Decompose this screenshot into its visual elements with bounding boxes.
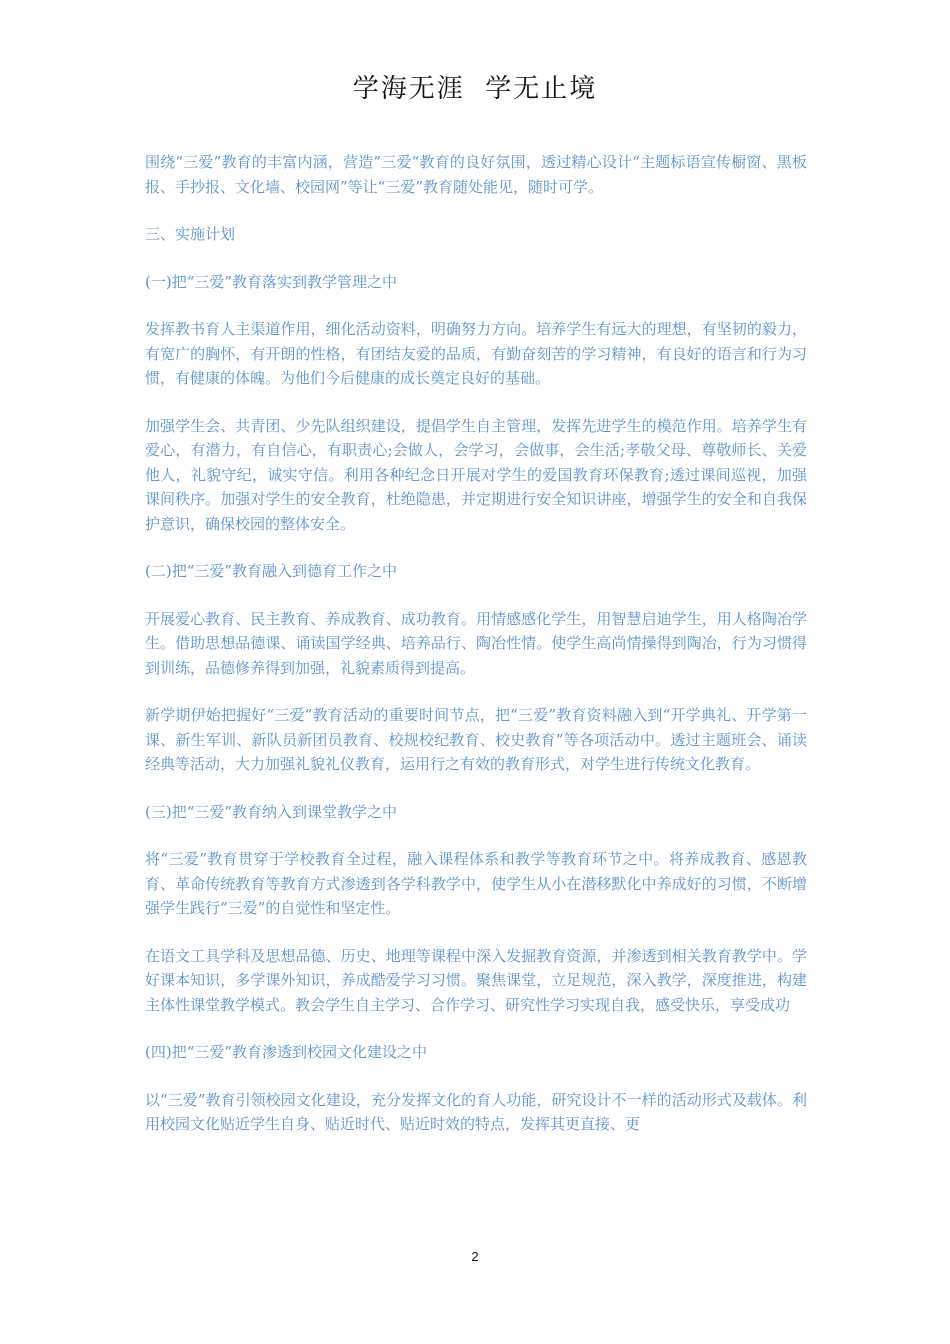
paragraph: 新学期伊始把握好“三爱”教育活动的重要时间节点，把“三爱”教育资料融入到“开学典礼、开学第一课、新生军训、新队员新团员教育、校规校纪教育、校史教育”等各项活动中。透过主题班会、诵读经典等活动，大力加强礼貌礼仪教育，运用行之有效的教育形式，对学生进行传统文化教育。 xyxy=(145,706,807,773)
subsection-heading: (一)把“三爱”教育落实到教学管理之中 xyxy=(145,272,398,291)
page-number: 2 xyxy=(471,1249,479,1264)
paragraph: 将“三爱”教育贯穿于学校教育全过程，融入课程体系和教学等教育环节之中。将养成教育、感恩教育、革命传统教育等教育方式渗透到各学科教学中，使学生从小在潜移默化中养成好的习惯，不断增强学生践行“三爱”的自觉性和坚定性。 xyxy=(145,850,807,917)
subsection-heading: (三)把“三爱”教育纳入到课堂教学之中 xyxy=(145,802,398,821)
subsection-heading: (二)把“三爱”教育融入到德育工作之中 xyxy=(145,562,398,580)
paragraph: 在语文工具学科及思想品德、历史、地理等课程中深入发掘教育资源，并渗透到相关教育教学中。学好课本知识，多学课外知识，养成酷爱学习习惯。聚焦课堂，立足规范，深入教学，深度推进，构建主体性课堂教学模式。教会学生自主学习、合作学习、研究性学习实现自我，感受快乐，享受成功 xyxy=(145,946,807,1014)
subsection-heading: (四)把“三爱”教育渗透到校园文化建设之中 xyxy=(145,1043,428,1061)
section-heading: 三、实施计划 xyxy=(145,225,236,243)
document-body xyxy=(145,150,807,1160)
paragraph: 加强学生会、共青团、少先队组织建设，提倡学生自主管理，发挥先进学生的模范作用。培养学生有爱心，有潜力，有自信心，有职责心;会做人，会学习，会做事，会生活;孝敬父母、尊敬师长、关爱他人，礼貌守纪，诚实守信。利用各种纪念日开展对学生的爱国教育环保教育;透过课间巡视，加强课间秩序。加强对学生的安全教育，杜绝隐患，并定期进行安全知识讲座，增强学生的安全和自我保护意识，确保校园的整体安全。 xyxy=(145,416,807,533)
paragraph: 发挥教书育人主渠道作用，细化活动资料，明确努力方向。培养学生有远大的理想，有坚韧的毅力，有宽广的胸怀，有开朗的性格，有团结友爱的品质，有勤奋刻苦的学习精神，有良好的语言和行为习惯，有健康的体魄。为他们今后健康的成长奠定良好的基础。 xyxy=(145,320,807,387)
paragraph: 围绕“三爱”教育的丰富内涵，营造”三爱“教育的良好氛围，透过精心设计“主题标语宣传橱窗、黑板报、手抄报、文化墙、校园网”等让“三爱”教育随处能见，随时可学。 xyxy=(145,153,807,196)
paragraph: 以“三爱”教育引领校园文化建设，充分发挥文化的育人功能，研究设计不一样的活动形式及载体。利用校园文化贴近学生自身、贴近时代、贴近时效的特点，发挥其更直接、更 xyxy=(145,1090,807,1133)
page-header: 学海无涯 学无止境 xyxy=(352,74,598,104)
paragraph: 开展爱心教育、民主教育、养成教育、成功教育。用情感感化学生，用智慧启迪学生，用人格陶冶学生。借助思想品德课、诵读国学经典、培养品行、陶冶性情。使学生高尚情操得到陶冶，行为习惯得到训练，品德修养得到加强，礼貌素质得到提高。 xyxy=(145,609,807,677)
